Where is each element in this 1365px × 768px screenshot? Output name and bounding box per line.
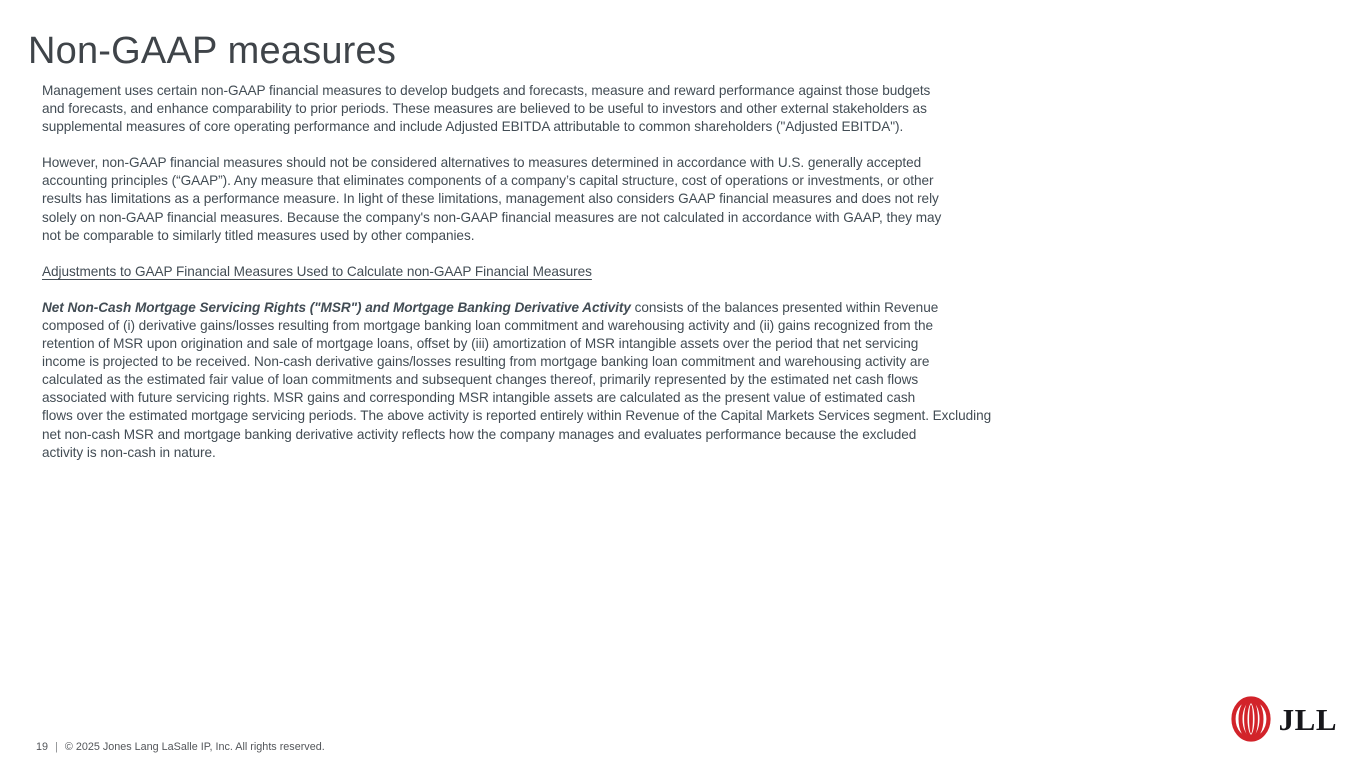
section-heading-adjustments: Adjustments to GAAP Financial Measures Used to Calculate non-GAAP Financial Measures [42,263,592,279]
paragraph-net-non-cash-msr [42,299,1042,462]
paragraph-line: associated with future servicing rights. MSR gains and corresponding MSR intangible assets are calculated as the present value of estimated cash [42,390,916,406]
paragraph-line: flows over the estimated mortgage servicing periods. The above activity is reported entirely within Revenue of the Capital Markets Services segment. Excluding [42,408,992,424]
page-number: 19 [36,741,49,753]
paragraph-however-limitations [42,154,1042,244]
paragraph-line: retention of MSR upon origination and sale of mortgage loans, offset by (iii) amortization of MSR intangible assets over the period that net servicing [42,336,919,352]
footer-separator: | [55,741,58,753]
copyright-text: © 2025 Jones Lang LaSalle IP, Inc. All rights reserved. [64,741,325,753]
paragraph-line: activity is non-cash in nature. [42,444,216,460]
paragraph-line: not be comparable to similarly titled measures used by other companies. [42,227,475,243]
lead-line-rest: consists of the balances presented within Revenue [630,299,939,315]
paragraph-line: supplemental measures of core operating performance and include Adjusted EBITDA attributable to common shareholders ("Adjusted EBITDA"). [42,119,904,135]
paragraph-line: results has limitations as a performance measure. In light of these limitations, management also considers GAAP financial measures and does not rely [42,191,939,207]
paragraph-management-uses [42,82,1042,136]
footer [36,741,325,753]
paragraph-line: and forecasts, and enhance comparability to prior periods. These measures are believed to be useful to investors and other external stakeholders as [42,101,927,117]
jll-logo [1230,696,1337,742]
paragraph-line: However, non-GAAP financial measures should not be considered alternatives to measures determined in accordance with U.S. generally accepted [42,155,922,171]
slide-body [42,82,1042,480]
paragraph-line: net non-cash MSR and mortgage banking derivative activity reflects how the company manages and evaluates performance because the excluded [42,426,917,442]
paragraph-line: composed of (i) derivative gains/losses resulting from mortgage banking loan commitment and warehousing activity and (ii) gains recognized from the [42,317,934,333]
paragraph-line: accounting principles (“GAAP”). Any measure that eliminates components of a company’s capital structure, cost of operations or investments, or other [42,173,934,189]
bold-italic-lead: Net Non-Cash Mortgage Servicing Rights ("MSR") and Mortgage Banking Derivative Activity [42,299,631,315]
paragraph-line: calculated as the estimated fair value of loan commitments and subsequent changes thereof, primarily represented by the estimated net cash flows [42,372,919,388]
paragraph-line: solely on non-GAAP financial measures. Because the company's non-GAAP financial measures are not calculated in accordance with GAAP, they may [42,209,942,225]
paragraph-line: income is projected to be received. Non-cash derivative gains/losses resulting from mortgage banking loan commitment and warehousing activity are [42,354,930,370]
paragraph-line-with-lead [42,299,1042,317]
paragraph-line: Management uses certain non-GAAP financial measures to develop budgets and forecasts, measure and reward performance against those budgets [42,83,931,98]
page-title: Non-GAAP measures [28,30,397,72]
jll-globe-icon [1230,696,1272,742]
jll-wordmark: JLL [1278,701,1337,737]
